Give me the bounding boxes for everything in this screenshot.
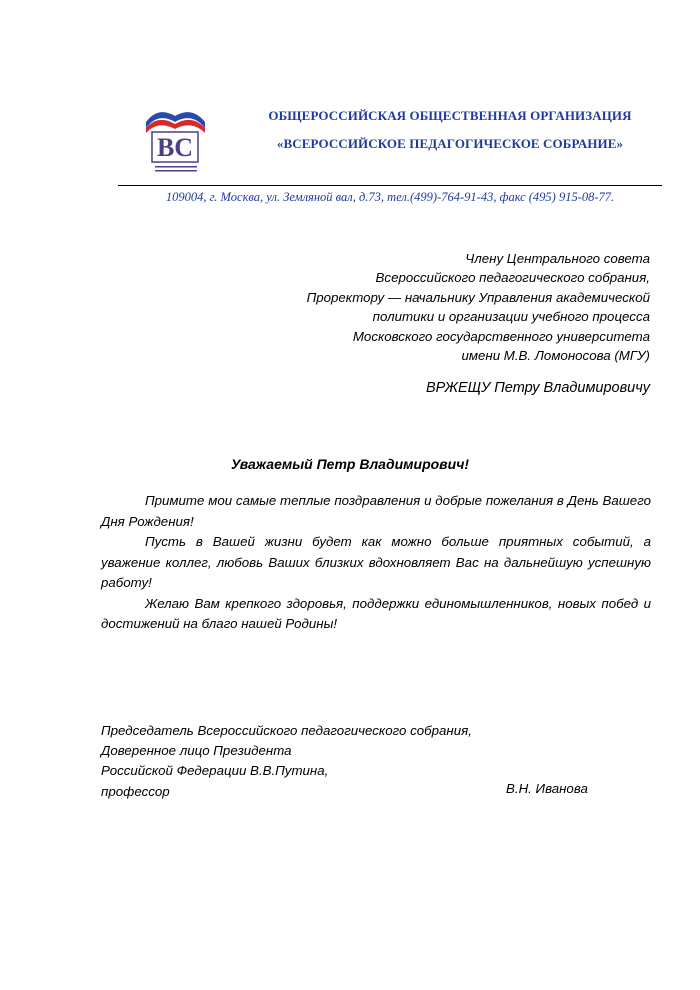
signature-line: Доверенное лицо Президента	[101, 743, 292, 759]
recipient-line: Всероссийского педагогического собрания,	[375, 270, 650, 286]
body-paragraph: Желаю Вам крепкого здоровья, поддержки единомышленников, новых побед и достижений на благо нашей Родины!	[101, 595, 651, 631]
signature-line: Российской Федерации В.В.Путина,	[101, 763, 329, 779]
letter-body	[101, 491, 651, 635]
recipient-line: Московского государственного университета	[352, 328, 650, 344]
org-full-name: «ВСЕРОССИЙСКОЕ ПЕДАГОГИЧЕСКОЕ СОБРАНИЕ»	[276, 136, 624, 151]
recipient-block	[230, 249, 650, 365]
signature-line: Председатель Всероссийского педагогического собрания,	[101, 723, 472, 738]
greeting: Уважаемый Петр Владимирович!	[230, 456, 470, 472]
recipient-line: имени М.В. Ломоносова (МГУ)	[461, 348, 650, 364]
body-paragraph: Примите мои самые теплые поздравления и добрые пожелания в День Вашего Дня Рождения!	[101, 493, 651, 529]
vps-logo-icon	[138, 100, 213, 180]
recipient-name: ВРЖЕЩУ Петру Владимировичу	[425, 380, 650, 396]
signatory-name: В.Н. Иванова	[506, 781, 588, 796]
header-divider	[118, 185, 662, 186]
org-address: 109004, г. Москва, ул. Земляной вал, д.73, тел.(499)-764-91-43, факс (495) 915-08-77.	[165, 190, 615, 204]
recipient-line: Проректору — начальнику Управления академической	[306, 289, 650, 305]
signature-line: профессор	[101, 783, 170, 799]
svg-text:ВС: ВС	[156, 133, 194, 162]
recipient-line: Члену Центрального совета	[465, 251, 650, 266]
org-name: ОБЩЕРОССИЙСКАЯ ОБЩЕСТВЕННАЯ ОРГАНИЗАЦИЯ	[268, 108, 632, 123]
body-paragraph: Пусть в Вашей жизни будет как можно больше приятных событий, а уважение коллег, любовь Ваших близких вдохновляет Вас на дальнейшую успешную работу!	[101, 534, 651, 590]
recipient-line: политики и организации учебного процесса	[372, 309, 650, 325]
